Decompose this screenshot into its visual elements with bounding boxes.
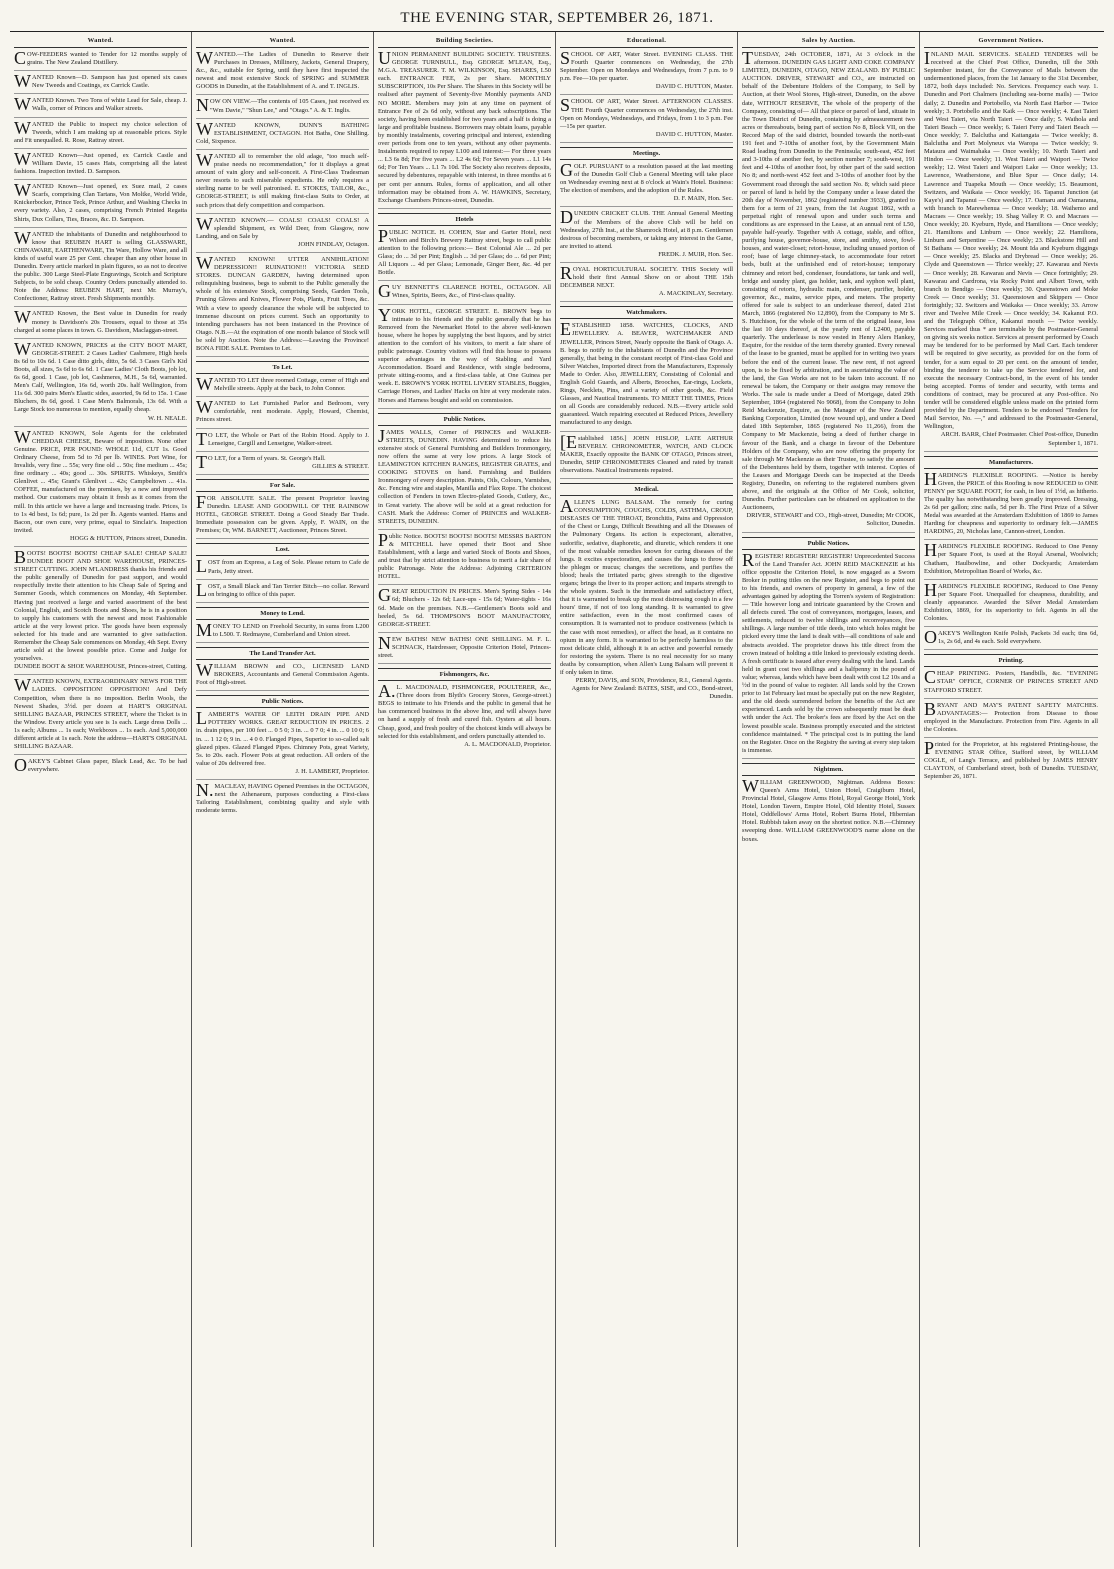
ad-body: [Established 1856.] JOHN HISLOP, LATE ARTHUR BEVERLY. CHRONOMETER, WATCH, AND CLOCK MAKER, Exactly opposite the BANK OF OTAGO, Princes street, Dunedin, SHIP CHRONOMETERS Cleaned and rated by transit observations. Nautical Instruments repaired. [560,431,733,474]
column-heading: Sales by Auction. [742,32,915,48]
ad-body: LOST, a Small Black and Tan Terrier Bitch—no collar. Reward on bringing to office of this paper. [196,579,369,600]
advertisement [560,207,733,263]
ad-body: HARDING'S FLEXIBLE ROOFING. —Notice is hereby Given, the PRICE of this Roofing is now REDUCED to ONE PENNY per SQUARE FOOT, for cash, in lieu of 1½d, as hitherto. The quality has notwithstanding been greatly improved. Dressing, 2s 6d per gallon; zinc nails, 5d per lb. The First Prize of a Silver Medal was awarded at the Amsterdam Exhibition of 1869 to James Harding for cheapness and superiority to ordinary felt.—JAMES HARDING, 20, Nicholas lane, Cannon-street, London. [924,468,1098,536]
advertisement [560,159,733,207]
advertisement [14,755,187,777]
advertisement [196,780,369,818]
advertisement [14,307,187,338]
ad-body: CHEAP PRINTING. Posters, Handbills, &c. "EVENING STAR" OFFICE, CORNER OF PRINCES STREET AND STAFFORD STREET. [924,667,1098,694]
ad-signature: W. H. NEALE. [148,414,187,422]
ad-body: OAKEY'S Cabinet Glass paper, Black Lead, &c. To be had everywhere. [14,755,187,776]
column [192,32,374,1547]
advertisement [924,667,1098,698]
advertisement [196,491,369,539]
advertisement [924,579,1098,627]
advertisement [196,252,369,357]
column [374,32,556,1547]
advertisement [560,95,733,142]
advertisement [742,48,915,533]
ad-body: DUNEDIN CRICKET CLUB. THE Annual General Meeting of the Members of the above Club will be held on Wednesday, 27th Inst., at the Shamrock Hotel, at 8 p.m. Gentlemen desirous of becoming members, or taking any interest in the Game, are invited to attend. [560,207,733,250]
advertisement [14,148,187,180]
section-heading: Printing. [924,654,1098,667]
advertisement [196,451,369,475]
column [738,32,920,1547]
column [556,32,738,1547]
column [10,32,192,1547]
ad-body: WILLIAM BROWN and CO., LICENSED LAND BROKERS, Accountants and General Commission Agents. Foot of High-street. [196,659,369,687]
advertisement [14,675,187,755]
ad-body: BRYANT AND MAY'S PATENT SAFETY MATCHES. ADVANTAGES:— Protection from Disease to those employed in the Manufacture. Protection from Fire. Agents in all the Colonies. [924,698,1098,733]
advertisement [378,304,551,409]
ad-body: TUESDAY, 24th OCTOBER, 1871, At 3 o'clock in the afternoon. DUNEDIN GAS LIGHT AND COKE COMPANY LIMITED, DUNEDIN, OTAGO, NEW ZEALAND. BY PUBLIC AUCTION. DRIVER, STEWART and CO., are instructed on behalf of the Debenture Holders of the Company, to Sell by Auction, at their Wool Stores, High-street, Dunedin, on the above date, WITHOUT RESERVE, The whole of the property of the Company, consisting of— All that piece or parcel of land, situate in the Town District of Dunedin, containing by admeasurement two acres or thereabouts, being part of section No 8, Block VII, on the Record Map of the said district, bounded towards the north-east 191 feet and 7-10ths of another foot, by the Government Main Road leading from Dunedin to the Peninsula; south-east, 452 feet and 3-10ths of another feet, by section number 7; south-west, 191 feet and 4-10ths of another foot, by other part of the said section No 8; and north-west 452 feet and 3-10ths of another foot by the Government road through the said section No. 8; which said piece or parcel of land is held by the Company under a lease dated the 20th day of November, 1862 (registered number 3933), granted to them for a term of 21 years, from the 1st August 1862, with a perpetual right of renewal upon and under such terms and conditions as are expressed in the Lease, at an annual rent of L50, payable half-yearly. Together with A cottage, stable, and office, purifying house, governor-house, store, and smithy, stove, fowl-houses, and water-closet; retort-house, including unused portion of roof; base of large chimney-stack, to accommodate four retort beds, built at the unfinished end of retort-house; temporary chimney and retort bed, condenser, foundations, tar tank and well, bridge and sundry plant, gas holder, tank, and syphon well plant, consisting of retorts, hydraulic main, condenser, purifier, holder, governor, &c., mains, service pipes, and meters. The property offered for sale is subject to an underlease thereof, dated 21st March, 1866 (registered No 12,890), from the Company to Mr S. S. Hutchison, for the whole of the term of the original lease, less the last 10 days thereof, at the yearly rent of L2400, payable quarterly. The underlease is now vested in Henry Alers Hankey, Esquire, for the residue of the term thereby granted. Every renewal of the lease to be granted, must be applied for in writing two years before the end of the current lease. The new rent, if not agreed upon, is to be fixed by arbitration, and in ascertaining the value of the land, the Gas Works are not to be taken into account. If no renewal be taken, the Company or their assigns may remove the Works. The sale is made under a Deed of Mortgage, dated 29th September, 1864 (registered No 9068), from the Company to John Reid Mackenzie, Esquire, as the Manager of the New Zealand Banking Corporation, Limited (now wound up), and under a Deed dated 18th September, 1865 (registered No 11,266), from the Company to Mr Mackenzie, being a deed of further charge in favour of the Bank, and a charge in favour of the Debenture Holders of the Company, who are now offering the property for sale through Mr Mackenzie as their Trustee, to satisfy the amount of the Debentures held by them, together with interest. Copies of the Leases and Mortgage Deeds can be inspected at the Deeds Registry, Dunedin, on referring to the registered numbers given above, and the originals at the Office of Mr Cook, solicitor, Dunedin. Further particulars can be obtained on application to the Auctioneers, [742,48,915,512]
advertisement [196,579,369,603]
ad-body: WANTED the Public to inspect my choice selection of Tweeds, which I am making up at reasonable prices. Style and Fit unequalled. R. Rose, Rattray street. [14,117,187,144]
column-heading: Government Notices. [924,32,1098,48]
advertisement [924,48,1098,452]
ad-body: WANTED KNOWN! UTTER ANNIHILATION! DEPRESSION!! RUINATION!!! VICTORIA SEED STORES. DUNCAN GARDEN, having determined upon relinquishing business, begs to submit to the Public generally the whole of his extensive Stock, comprising Seeds, Garden Tools, Pruning Gloves and Knives, Flower Pots, Plants, Fruit Trees, &c. With a view to speedy clearance the whole will be subjected to immense discount on prices current. Such an opportunity to intending purchasers has not been instanced in the Province of Otago. N.B.—At the expiration of one month balance of Stock will be sold by Auction. Note the Address:—Leaving the Province! BONA FIDE SALE. Premises to Let. [196,252,369,352]
advertisement [14,227,187,308]
advertisement [14,48,187,71]
ad-body: WILLIAM GREENWOOD, Nightman. Address Boxes: Queen's Arms Hotel, Union Hotel, Craigiburn Hotel, Provincial Hotel, Glasgow Arms Hotel, Royal George Hotel, York Hotel, London Tavern, Empire Hotel, Old Identity Hotel, Sussex Hotel, Oddfellows' Arms Hotel, Robert Burns Hotel, Hibernian Hotel. Rubbish taken away on the shortest notice. N.B.—Chimney sweeping done. WILLIAM GREENWOOD'S name alone on the boxes. [742,775,915,843]
ad-body: WANTED.—The Ladies of Dunedin to Reserve their Purchases in Dresses, Millinery, Jackets, General Drapery, &c., &c., suitable for Spring, until they have first inspected the newest and most extensive Stock of SPRING and SUMMER GOODS in Dunedin, at the Establishment of A. and T. INGLIS. [196,48,369,91]
ad-signature: A. L. MACDONALD, Proprietor. [464,740,551,748]
ad-signature: A. MACKINLAY, Secretary. [659,290,733,298]
section-heading: Hotels [378,213,551,226]
ad-signature: DAVID C. HUTTON, Master. [655,83,733,91]
ad-body: MONEY TO LEND on Freehold Security, in sums from L200 to L500. T. Redmayne, Cumberland and Union street. [196,619,369,640]
advertisement [924,738,1098,784]
masthead: THE EVENING STAR, SEPTEMBER 26, 1871. [10,0,1104,32]
ad-body: WANTED KNOWN, PRICES at the CITY BOOT MART, GEORGE-STREET. 2 Cases Ladies' Cashmere, High heels 8s 6d to 10s 6d. 1 Case ditto girls, ditto, 5s 6d. 3 Cases Girl's Kid Boots, all sizes, 5s 6d to 6s 6d. 1 Case Ladies' Cloth Boots, job lot, 6s 6d, good. 1 Case, job lot, Cashmeres, M.H., 5s 6d, warranted. Men's Calf, Wellington, 16s 6d, worth 20s. half Wellington, from 11s 6d. 300 pairs Men's Elastic sides, assorted, 9s 6d to 15s. 1 Case Bluchers, 8s 6d, good. 1 Case Men's Balmorals, 13s 6d. With a Large Stock too numerous to mention, equally cheap. [14,338,187,414]
advertisement [560,48,733,95]
ad-body: ESTABLISHED 1858. WATCHES, CLOCKS, AND JEWELLERY. A. BEAVER, WATCHMAKER AND JEWELLER, Princes Street, Nearly opposite the Bank of Otago. A. B. begs to notify to the inhabitants of Dunedin and the Province generally, that being in the constant receipt of First-class Gold and Silver Watches, Imported direct from the Manufacturers, Expressly Made to Order. Also, JEWELLERY, Consisting of Colonial and English Gold Guards, and Alberts, Brooches, Ear-rings, Lockets, Rings, Necklets, Pins, and a variety of other goods, &c. Field Glasses, and Nautical Instruments. TO MEET THE TIMES, Prices on all Goods are considerably reduced. N.B.—Every article sold guaranteed. Watch repairing executed at Reduced Prices, Jewellery manufactured to any design. [560,319,733,427]
ad-body: TO LET, the Whole or Part of the Robin Hood. Apply to J. Lenseigne, Cargill and Lenseigne, Walker-street. [196,428,369,449]
advertisement [14,546,187,675]
advertisement [378,585,551,632]
ad-body: WANTED all to remember the old adage, "too much self-praise needs no recommendation," for it displays a great amount of vain glory and self-conceit. A First-Class Tradesman never resorts to such miserable expedients. He only requires a sterling name to be well patronised. E. STOKES, TAILOR, &c., GEORGE-STREET, is still making first-class Suits to Order, at such prices that defy competition and comparison. [196,149,369,209]
advertisement [924,627,1098,650]
advertisement [378,425,551,530]
advertisement [196,95,369,118]
advertisement [14,117,187,149]
ad-body: WANTED KNOWN, DUNN'S BATHING ESTABLISHMENT, OCTAGON. Hot Baths, One Shilling. Cold, Sixpence. [196,118,369,145]
ad-body: OAKEY'S Wellington Knife Polish, Packets 3d each; tins 6d, 1s, 2s 6d, and 4s each. Sold everywhere. [924,627,1098,648]
advertisement [378,225,551,282]
advertisement [196,118,369,150]
ad-signature: GILLIES & STREET. [312,462,369,470]
ad-signature: DRIVER, STEWART and CO., High-street, Dunedin; Mr COOK, Solicitor, Dunedin. [746,512,915,528]
advertisement [378,529,551,586]
ad-body: BOOTS! BOOTS! BOOTS! CHEAP SALE! CHEAP SALE! DUNDEE BOOT AND SHOE WAREHOUSE, PRINCES-STREET CUTTING. JOHN M'LANDRESS thanks his friends and the public generally of Dunedin for past support, and would respectfully invite their attention to his Cheap Sale of Spring and Summer Goods, which commences on Monday, 4th September. Having just received a large and varied assortment of the best Colonial, English, and Scotch Boots and Shoes, he is in a position to supply his customers with the newest and most Fashionable article at the very lowest price. The goods have been expressly selected for his trade and are warranted to give satisfaction. Remember the Cheap Sale commences on Monday, 4th Sept. Every article sold at the lowest possible price. Come and Judge for yourselves. [14,546,187,663]
ad-body: TO LET, for a Term of years. St. George's Hall. [196,451,326,472]
section-heading: Fishmongers, &c. [378,668,551,681]
ad-body: WANTED KNOWN, Sole Agents for the celebrated CHEDDAR CHEESE, Beware of imposition. None other Genuine. PRICE, PER POUND: WHOLE 11d, CUT 1s. Good Ordinary Cheese, from 5d to 7d per lb. WINES. Port Wine, for Invalids, very fine ... 55s; very fine old ... 50s; fine medium ... 45s; fine ordinary ... 40s; good ... 30s. SPIRITS. Whiskeys, Smith's Glenlivet ... 45s; Grant's Glenlivet ... 42s; Campbeltown ... 41s. COFFEE, manufactured on the premises, by a new and improved method. Our customers may obtain it fresh as it comes from the mill. In this article we have a large and increasing trade. Prices, 1s to 1s 4d best, 1s 6d; pure, 1s 2d per lb. Agents wanted. Hams and Bacon, our own cure, very prime, equal to Sinclair's. Inspection invited. [14,426,187,534]
ad-body: GOLF. PURSUANT to a resolution passed at the last meeting of the Dunedin Golf Club a General Meeting will take place on Wednesday evening next at 8 o'clock at Wain's Hotel. Business: The election of members, and the adoption of the Rules. [560,159,733,195]
ad-body: COW-FEEDERS wanted to Tender for 12 months supply of grains. The New Zealand Distillery. [14,48,187,68]
section-heading: The Land Transfer Act. [196,647,369,660]
ad-body: WANTED TO LET three roomed Cottage, corner of High and Melville streets. Apply at the back, to John Connor. [196,374,369,395]
advertisement [378,48,551,209]
section-heading: Meetings. [560,147,733,160]
advertisement [378,681,551,752]
advertisement [378,632,551,664]
section-heading: Public Notices. [742,537,915,550]
advertisement [560,262,733,302]
ad-body: WANTED Known—Just opened, ex Carrick Castle and William Davie, 15 cases Hats, comprising all the latest fashions. Inspection invited. D. Sampson. [14,148,187,176]
section-heading: Manufacturers. [924,456,1098,469]
advertisement [14,94,187,117]
ad-signature: DUNDEE BOOT & SHOE WAREHOUSE, Princes-street, Cutting. [14,663,187,671]
ad-signature: JOHN FINDLAY, Octagon. [297,240,369,248]
ad-body: WANTED KNOWN.— COALS! COALS! COALS! A splendid Shipment, ex Wild Deer, from Glasgow, now Landing, and on Sale by [196,213,369,240]
ad-body: NEW BATHS! NEW BATHS! ONE SHILLING. M. F. L. SCHNACK, Hairdresser, Opposite Criterion Hotel, Princes-street. [378,632,551,659]
ad-body: INLAND MAIL SERVICES. SEALED TENDERS will be received at the Chief Post Office, Dunedin, till the 30th September instant, for the Conveyance of Mails between the undermentioned places, from the 1st January to the 31st December, 1872, both days included: No. Services. Frequency each way. 1. Dunedin and Port Chalmers (including sea-borne mails) — Twice daily; 2. Dunedin and Portobello, via North East Harbor — Twice weekly; 3. Portobello and the Kaik — Once weekly; 4. East Taieri and West Taieri, via North Taieri — Once daily; 5. Waihola and Taieri Beach — Once weekly; 6. Taieri Ferry and Taieri Beach — Once weekly; 7. Balclutha and Kaitangata — Twice weekly; 8. Balclutha and Port Molyneux via Waropa — Twice weekly; 9. Mataura and Waimahaka — Once weekly; 10. North Taieri and Hindon — Once weekly; 11. West Taieri and Waipori — Twice weekly; 12. West Taieri and Waipori Lake — Once weekly; 13. Lawrence, Weatherstone, and Blue Spur — Once daily; 14. Lawrence and Tuapeka Mouth — Once weekly; 15. Beaumont, Switzers, and Waikaia — Once weekly; 16. Tapanui Junction (at Kaye's) and Tapanui — Once weekly; 17. Oamaru and Oamarama, with branch to Marewhenua — Once weekly; 18. Waihemo and Macraes — Once weekly; 19. Shag Valley P. O. and Macraes — Once weekly; 20. Kyeburn, Hyde, and Hamiltons — Once weekly; 21. Hamiltons and Linburn — Once weekly; 22. Hamiltons, Linburn and Serpentine — Once weekly; 23. Blackstone Hill and St Bathans — Once weekly; 24. Mount Ida and Kyeburn diggings — Once weekly; 25. Blacks and Drybread — Once weekly; 26. Clyde and Queenstown — Thrice weekly; 27. Kawarau and Nevis — Once weekly; 28. Kawarau and Nevis — Once fortnightly; 29. Kawarau and Cardrona, via Rocky Point and Albert Town, with branch to Bendigo — Once weekly; 30. Queenstown and Moke Creek — Once weekly; 31. Queenstown and Skippers — Once fortnightly; 32. Switzers and Waikaka — Once weekly; 33. Arrow river and Twelve Mile Creek — Once weekly; 34. Kakanui P.O. and the Telegraph Office, Kakanui mouth — Twice weekly. Services marked thus * are terminable by the Postmaster-General on giving six weeks notice. Services at present performed by Coach may be tendered for to be performed by Mail Cart. Each tenderer will be required to give security, as provided for on the form of tender, for a sum equal to 20 per cent. on the amount of tender, binding the tenderer to take up the Service tendered for, and execute the necessary Contract-bond, in the event of his tender being accepted. Forms of tender and security, with terms and conditions of contract, may be procured at any Post-office. No tender will be considered eligible unless made on the printed form provided by the Department. Tenders to be endorsed "Tenders for Mail Service, No. —," and addressed to the Postmaster-General, Wellington, [924,48,1098,431]
advertisement [196,213,369,253]
advertisement [14,71,187,94]
ad-body: SCHOOL OF ART, Water Street. EVENING CLASS. THE Fourth Quarter commences on Wednesday, the 27th September. Open on Mondays and Wednesdays, from 7 p.m. to 9 p.m. Fee—10s per quarter. [560,48,733,83]
ad-body: WANTED Known. Two Tons of white Lead for Sale, cheap. J. Walls, corner of Princes and Walker streets. [14,94,187,115]
ad-body: LOST from an Express, a Leg of Sole. Please return to Cafe de Paris, Jetty street. [196,556,369,577]
ad-signature: FREDK. J. MUIR, Hon. Sec. [658,250,733,258]
ad-body: YORK HOTEL, GEORGE STREET. E. BROWN begs to intimate to his friends and the public generally that he has Removed from the Newmarket Hotel to the above well-known house, where he hopes by supplying the best liquors, and by strict attention to the comfort of his visitors, to merit a fair share of public patronage. Country visitors will find this house to possess superior advantages in the way of Stabling and Yard Accommodation. Board and Residence, with single bedrooms, private sitting-rooms, and a first-class table, at One Guinea per week. E. BROWN'S YORK HOTEL LIVERY STABLES, Buggies, Carriage Horses, and Ladies' Hacks on hire at very moderate rates. Horses and Harness bought and sold on commission. [378,304,551,404]
advertisement [560,496,733,704]
section-heading: For Sale. [196,479,369,492]
ad-body: JAMES WALLS, Corner of PRINCES and WALKER-STREETS, DUNEDIN. HAVING determined to reduce his extensive stock of General Furnishing and Builders Ironmongery, now offers the same at very low prices. A large Stock of LEAMINGTON KITCHEN RANGES, REGISTER GRATES, and COOKING STOVES on hand. Furnishing and Builders Ironmongery of every description. Paints, Oils, Colours, Varnishes, &c. Fencing wire and staples, Manilla and Flax Rope. The choicest collection of Fenders in town Electro-plated Goods, Cutlery, &c., in Great variety. The above will be sold at a great reduction for CASH. Mark the Address: Corner of PRINCES and WALKER-STREETS, DUNEDIN. [378,425,551,525]
advertisement [742,549,915,759]
column [920,32,1102,1547]
advertisement [14,426,187,547]
advertisement [14,338,187,427]
ad-body: NOW ON VIEW.—The contents of 105 Cases, just received ex "Wm Davie," "Shun Lee," and "Otago." A. & T. Inglis. [196,95,369,116]
ad-body: FOR ABSOLUTE SALE. The present Proprietor leaving Dunedin. LEASE AND GOODWILL OF THE RAINBOW HOTEL, GEORGE STREET. Doing a Good Steady Bar Trade. Immediate possession can be given. Apply, F. WAIN, on the Premises; Or, WM. BARNETT, Auctioneer, Princes Street. [196,491,369,535]
ad-body: GREAT REDUCTION IN PRICES. Men's Spring Sides - 14s 6d; Bluchers - 12s 6d; Lace-ups - 15s 6d; Water-tights - 16s 6d. Made on the premises. N.B.—Gentlemen's Boots sold and heeled, 5s 6d. THOMPSON'S BOOT MANUFACTORY, GEORGE-STREET. [378,585,551,628]
section-heading: Lost. [196,543,369,556]
ad-body: WANTED KNOWN, EXTRAORDINARY NEWS FOR THE LADIES. OPPOSITION! OPPOSITION! And Defy Competition, when there is no imposition. Berlin Wools, the Newest Shades, 3½d. per dozen at HART'S ORIGINAL SHILLING BAZAAR, PRINCES STREET, where the Ticket is in the Window. Every article you see is 1s each. Large dress Dolls ... 1s each; Albums ... 1s each; Workboxes ... 1s each. And 5,000,000 different article at 1s each. Note the address—HART'S ORIGINAL SHILLING BAZAAR. [14,675,187,751]
section-heading: Public Notices. [378,413,551,426]
advertisement [560,431,733,479]
ad-body: WANTED Known, the Best value in Dunedin for ready money is Davidson's 20s Trousers, equal to those at 35s charged at some places in town. G. Davidson, Maclaggan-street. [14,307,187,334]
ad-body: Printed for the Proprietor, at his registered Printing-house, the EVENING STAR Office, Stafford street, by WILLIAM COGLE, of Lang's Terrace, and published by JAMES HENRY CLAYTON, of Cumberland street, both of Dunedin. TUESDAY, September 26, 1871. [924,738,1098,781]
ad-body: WANTED to Let Furnished Parlor and Bedroom, very comfortable, rent moderate. Apply, Howard, Chemist, Princes street. [196,397,369,424]
advertisement [196,556,369,579]
advertisement [742,775,915,847]
advertisement [196,708,369,780]
advertisement [196,659,369,691]
ad-body: GUY BENNETT'S CLARENCE HOTEL, OCTAGON. All Wines, Spirits, Beers, &c., of First-class quality. [378,281,551,302]
section-heading: Money to Lend. [196,607,369,620]
ad-body: ROYAL HORTICULTURAL SOCIETY. THIS Society will hold their first Annual Show on or about THE 15th DECEMBER NEXT. [560,262,733,290]
advertisement [196,48,369,95]
advertisement [560,319,733,431]
column-heading: Building Societies. [378,32,551,48]
ad-body: ALLEN'S LUNG BALSAM. The remedy for curing CONSUMPTION, COUGHS, COLDS, ASTHMA, CROUP, DISEASES OF THE THROAT, Bronchitis, Pains and Oppression of the Chest or Lungs, Difficult Breathing and all the Diseases of the Pulmonary Organs. Its action is expectorant, alterative, sudorific, sedative, diaphoretic, and diuretic, which renders it one of the most valuable remedies known for curing diseases of the lungs. It excites expectoration, and causes the lungs to throw off the phlegm or mucus; changes the secretions, and purifies the blood; heals the irritated parts; gives strength to the digestive organs; brings the liver to its proper action; and imparts strength to the whole system. Such is the immediate and satisfactory effect, that it is warranted to break up the most distressing cough in a few hours' time, if not of too long standing. It is warranted to give entire satisfaction, even in the most confirmed cases of consumption. It is warranted not to produce costiveness (which is the case with most remedies), or affect the head, as it contains no opium in any form. It is warranted to be perfectly harmless to the most delicate child, although it is an active and powerful remedy for restoring the system. There is no real necessity for so many deaths by consumption, when Allen's Lung Balsam will prevent it if only taken in time. [560,496,733,676]
advertisement [196,374,369,397]
ad-body: REGISTER! REGISTER! REGISTER! Unprecedented Success of the Land Transfer Act. JOHN REID MACKENZIE at his office opposite the Criterion Hotel, is now engaged as a Sworn Broker in putting titles on the new Register, and begs to point out to his friends, and owners of property in general, a few of the advantages gained by adopting the Torren's system of Registration:— Title however long and intricate guaranteed by the Crown and all defects cured. The cost of conveyances, mortgages, leases, and settlements, reduced to twelve shillings and reconveyances, five shillings. A large number of title deeds, into which holes might be picked every time the land is dealt with—all conditions of sale and abstracts avoided. The proprietor draws his title direct from the crown instead of holding a title linked to previously existing deeds. A fresh certificate is issued after every dealing with the land. Lands held in grant cost two shillings and a halfpenny in the pound of value; whereas, lands which have been dealt with cost L2 10s and a ½d in the pound of value to register. All lands sold by the Crown prior to 1st February last must be specially put on the new Register, and the old deeds surrendered before the benefits of the Act are experienced. Lands sold by the crown subsequently must be dealt with under the Act. The broker's fees are fixed by the Act on the lowest possible scale. Business promptly executed and the strictest confidence maintained. * The principal cost is in putting the land on the Register. Once on the Registry the saving at every step taken is immense. [742,549,915,754]
advertisement [196,397,369,428]
ad-signature: D. F. MAIN, Hon. Sec. [673,195,733,203]
ad-body: Public Notice. BOOTS! BOOTS! BOOTS! MESSRS BARTON & MITCHELL have opened their Boot and Shoe Establishment, with a large and varied Stock of Boots and Shoes, and trust that by strict attention to business to merit a fair share of public Patronage. Note the Address: Adjoining CRITERION HOTEL. [378,529,551,581]
column-heading: Educational. [560,32,733,48]
section-heading: Medical. [560,483,733,496]
newspaper-page [10,0,1104,1555]
ad-body: WANTED the inhabitants of Dunedin and neighbourhood to know that REUBEN HART is selling GLASSWARE, CHINAWARE, EARTHENWARE, Tin Ware, Hollow Ware, and all kinds of useful ware 25 per Cent. cheaper than any other house in Dunedin. Every article marked in plain figures, so as not to deceive the public. 300 Large Steel-Plate Engravings, Scotch and Scripture Subjects, to be sold cheap. Country Orders punctually attended to. Note the Address: REUBEN HART, next Mr. Murray's, Confectioner, Rattray street. Fresh Shipments monthly. [14,227,187,303]
ad-body: HARDING'S FLEXIBLE ROOFING. Reduced to One Penny per Square Foot, is used at the Royal Arsenal, Woolwich; Chatham, Haulbowline, and other Dockyards; Amsterdam Exhibition, Metropolitan Board of Works, &c. [924,540,1098,575]
ad-signature: DAVID C. HUTTON, Master. [655,130,733,138]
ad-body: N.MACLEAY, HAVING Opened Premises in the OCTAGON, next the Athenaeum, purposes conducting a First-class Tailoring Establishment, combining quality and style with moderate terms. [196,780,369,815]
advertisement [924,540,1098,579]
advertisement [196,619,369,643]
section-heading: Public Notices. [196,695,369,708]
advertisement [924,698,1098,738]
advertisement [196,428,369,452]
advertisement [924,468,1098,541]
section-heading: Nightmen. [742,763,915,776]
ad-body: HARDING'S FLEXIBLE ROOFING, Reduced to One Penny per Square Foot. Unequalled for cheapness, durability, and cleanly appearance. Awarded the Silver Medal Amsterdam Exhibition, 1869, for its superiority to felt. Agents in all the Colonies. [924,579,1098,623]
advertisement [378,281,551,304]
ad-signature: HOGG & HUTTON, Princes street, Dunedin. [69,534,187,542]
ad-body: WANTED Known—D. Sampson has just opened six cases New Tweeds and Coatings, ex Carrick Castle. [14,71,187,92]
ad-body: LAMBERT'S WATER OF LEITH DRAIN PIPE AND POTTERY WORKS. GREAT REDUCTION IN PRICES. 2 in. drain pipes, per 100 feet ... 0 5 0; 3 in. ... 0 7 0; 4 in. ... 0 10 0; 6 in. ... 1 12 0; 9 in. ... 4 0 0. Flanged Pipes, Superior to so-called salt glazed pipes. Glazed Flanged Pipes. Chimney Pots, great Variety, 5s. to 20s. each. Flower Pots at great reduction. All orders of the value of 20s delivered free. [196,708,369,767]
advertisement [14,180,187,227]
ad-signature: ARCH. BARR, Chief Postmaster. Chief Post-office, Dunedin September 1, 1871. [940,431,1098,447]
ad-body: SCHOOL OF ART, Water Street. AFTERNOON CLASSES. THE Fourth Quarter commences on Wednesday, the 27th inst. Open on Mondays, Wednesdays, and Fridays, from 1 to 3 p.m. Fee—15s per quarter. [560,95,733,130]
ad-body: PUBLIC NOTICE. H. COHEN, Star and Garter Hotel, next Wilson and Birch's Brewery Rattray street, begs to call public attention to the following prices:— Best Colonial Ale ... 2d per Glass; do ... 3d per Pint; English ... 3d per Glass; do ... 6d per Pint; All Liquors ... 4d per Glass; Lemonade, Ginger Beer, &c. 4d per Bottle. [378,225,551,277]
ad-signature: J. H. LAMBERT, Proprietor. [295,767,369,775]
column-heading: Wanted. [196,32,369,48]
columns [10,32,1104,1547]
section-heading: To Let. [196,361,369,374]
column-heading: Wanted. [14,32,187,48]
ad-signature: PERRY, DAVIS, and SON, Providence, R.I., General Agents. Agents for New Zealand: BATES, SISE, and CO., Bond-street, Dunedin. [571,677,733,701]
section-heading: Watchmakers. [560,306,733,319]
ad-body: WANTED Known—Just opened, ex Suez mail, 2 cases Scarfs, comprising Clan Tartans, Von Moltke, World Wide, Knickerbocker, Prince Teck, Prince Arthur, and Washing Checks in every variety. Also, 2 cases, comprising French Printed Regatta Shirts, Dux Collars, Ties, Braces, &c. D. Sampson. [14,180,187,223]
ad-body: A.L. MACDONALD, FISHMONGER, POULTERER, &c., (Three doors from Blyth's Grocery Stores, George-street.) BEGS to intimate to his Friends and the public in general that he has commenced business in the above line, and will always have on hand a supply of fresh and cured fish. Oysters at all hours. Cheap, good, and fresh poultry of the choicest kinds will always be selected for this establishment, and orders punctually attended to. [378,681,551,740]
advertisement [196,149,369,214]
ad-body: UNION PERMANENT BUILDING SOCIETY. TRUSTEES. GEORGE TURNBULL, Esq. GEORGE M'LEAN, Esq., M.G.A. TREASURER. T. M. WILKINSON, Esq. SHARES, L50 each. ENTRANCE FEE, 2s per Share. MONTHLY SUBSCRIPTION, 10s Per Share. The Shares in this Society will be realised after payment of Seventy-five Monthly payments AND NO MORE. Members may join at any time on payment of Entrance Fee of 2s 6d only, without any back subscriptions. The society, having been established for two years and a half is doing a large and profitable business. Borrowers may obtain loans, payable by monthly instalments, covering principal and interest, extending over periods from one to ten years, without any other payments. Instalments required to repay L100 and interest:— For three years ... L3 6s 8d; For five years ... L2 4s 6d; For Seven years ... L1 14s 6d; For Ten Years ... L1 7s 10d. The Society also receives deposits, secured by debentures, repayable with interest, in three months at 6 per cent per annum. Rules, forms of application, and all other information may be obtained from A. W. HAWKINS, Secretary, Exchange Chambers Princes-street, Dunedin. [378,48,551,204]
